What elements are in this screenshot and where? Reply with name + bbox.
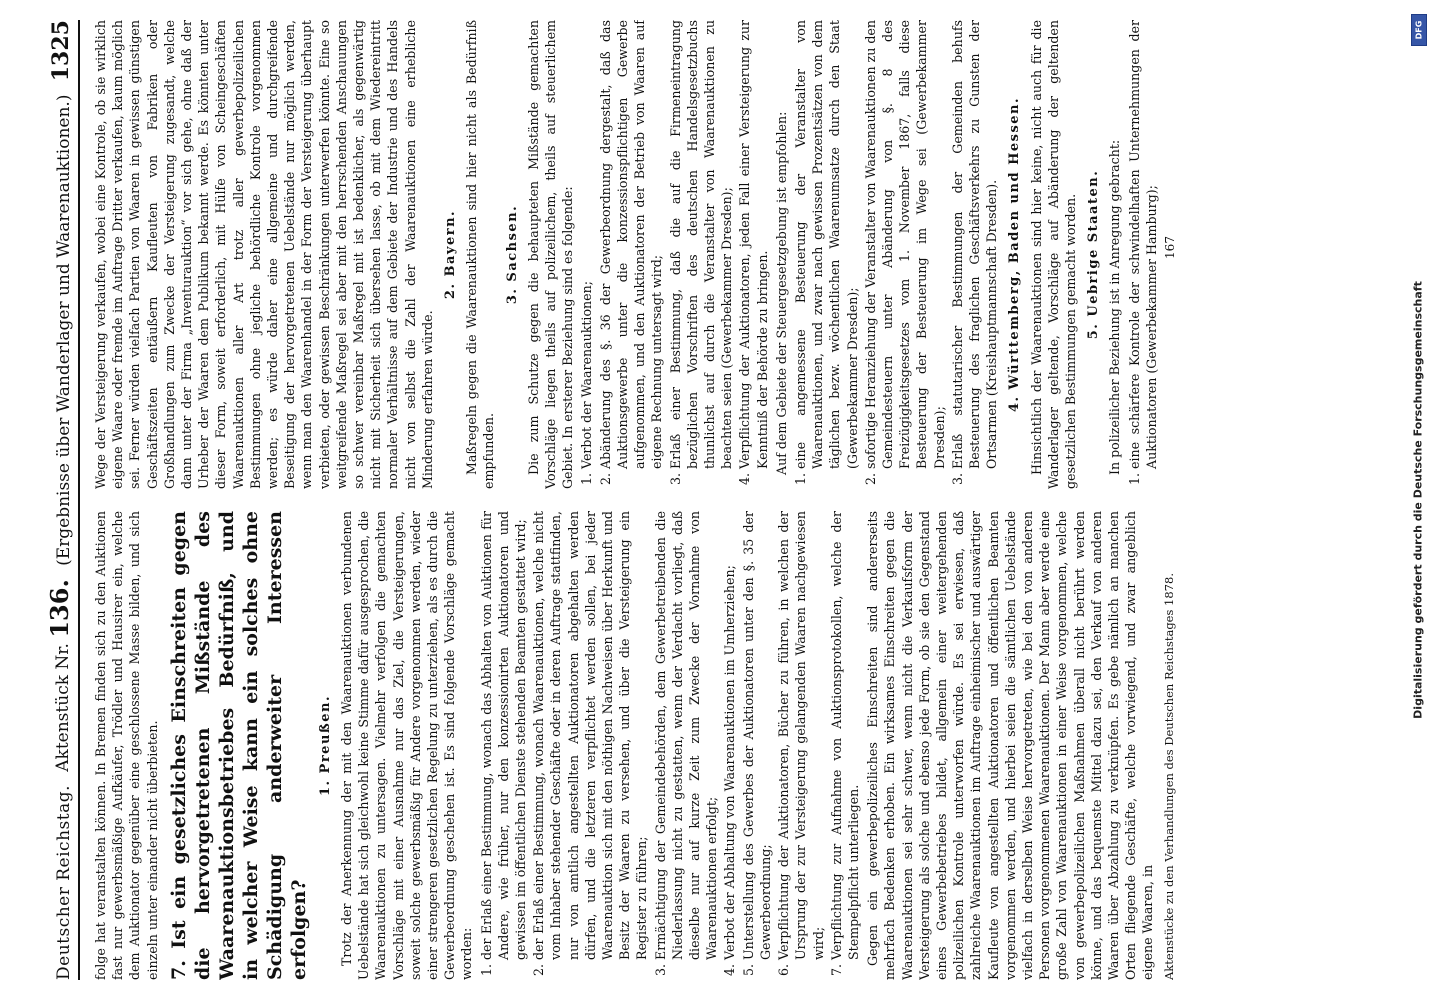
list-item: 4. Verbot der Abhaltung von Waarenauktionen im Umherziehen;	[721, 511, 738, 960]
list-item: 3. Ermächtigung der Gemeindebehörden, dem Gewerbetreibenden die Niederlassung nicht zu gestatten, wenn der Verdacht vorliegt, daß dieselbe nur auf kurze Zeit zum Zwecke der Vornahme von Waarenauktionen erfolgt;	[652, 511, 721, 960]
subheading-preussen: 1. Preußen.	[317, 694, 333, 797]
right-column	[92, 20, 1392, 489]
paragraph: Trotz der Anerkennung der mit den Waarenauktionen verbundenen Uebelstände hat sich gleichwohl keine Stimme dafür ausgesprochen, die Waarenauktionen zu untersagen. Vielmehr verfolgen die gemachten Vorschläge mit einer Ausnahme nur das Ziel, die Versteigerungen, soweit solche gewerbsmäßig für Andere vorgenommen werden, wieder einer strengeren gesetzlichen Regelung zu unterziehen, als es durch die Gewerbeordnung geschehen ist. Es sind folgende Vorschläge gemacht worden:	[339, 511, 475, 980]
paragraph: Maßregeln gegen die Waarenauktionen sind hier nicht als Bedürfniß empfunden.	[464, 20, 497, 489]
list-item: 2. der Erlaß einer Bestimmung, wonach Waarenauktionen, welche nicht vom Inhaber stehender Geschäfte oder in deren Auftrage stattfinden, nur von amtlich angestellten Auktionatoren abgehalten werden dürfen, und die letzteren verpflichtet werden sollen, bei jeder Waarenauktion sich mit den nöthigen Nachweisen über Herkunft und Besitz der Waaren zu versehen, und über die Versteigerung ein Register zu führen;	[530, 511, 650, 960]
list-item: 3. Erlaß statutarischer Bestimmungen der Gemeinden behufs Besteuerung des fraglichen Geschäftsverkehrs zu Gunsten der Ortsarmen (Kreishauptmannschaft Dresden).	[949, 20, 1001, 469]
intro-paragraph: folge hat veranstalten können. In Bremen finden sich zu den Auktionen fast nur gewerbsmäßige Aufkäufer, Trödler und Hausirer ein, welche dem Auktionator gegenüber eine geschlossene Masse bilden, und sich einzeln unter einander nicht überbieten.	[93, 511, 160, 980]
dfg-badge-label: DFG	[1414, 20, 1424, 40]
subheading-bayern: 2. Bayern.	[443, 209, 459, 300]
police-proposal-list	[1126, 20, 1160, 489]
page-number: 1325	[48, 20, 74, 82]
subheading-uebrige-staaten: 5. Uebrige Staaten.	[1086, 169, 1102, 340]
list-item: 2. Abänderung des §. 36 der Gewerbeordnung dergestalt, daß das Auktionsgewerbe unter die konzessionspflichtigen Gewerbe aufgenommen, und den Auktionatoren der Betrieb von Waaren auf eigene Rechnung untersagt wird;	[597, 20, 666, 469]
paragraph: Hinsichtlich der Waarenauktionen sind hier keine, nicht auch für die Wanderlager geltende, Vorschläge auf Abänderung der geltenden gesetzlichen Bestimmungen gemacht worden.	[1028, 20, 1078, 489]
header-number: 136.	[45, 579, 74, 638]
list-item: 1. eine angemessene Besteuerung der Veranstalter von Waarenauktionen, und zwar nach gewissen Prozentsätzen von dem täglichen bezw. wöchentlichen Waarenumsatze durch den Staat (Gewerbekammer Dresden);	[792, 20, 861, 469]
section-heading: 7. Ist ein gesetzliches Einschreiten gegen die hervorgetretenen Mißstände des Waarenauktionsbetriebes Bedürfniß, und in welcher Weise kann ein solches ohne Schädigung anderweiter Interessen erfolgen?	[167, 511, 310, 980]
paragraph: Wege der Versteigerung verkaufen, wobei eine Kontrole, ob sie wirklich eigene Waare oder fremde im Auftrage Dritter verkaufen, kaum möglich sei. Ferner würden vielfach Partien von Waaren in gewissen günstigen Geschäftszeiten entäußern Kaufleuten von Fabriken oder Großhandlungen zum Zwecke der Versteigerung zugesandt, welche dann unter der Firma „Inventurauktion“ vor sich gehe, ohne daß der Urheber der Waaren dem Publikum bekannt werde. Es könnten unter dieser Form, soweit erforderlich, mit Hülfe von Scheingeschäften Waarenauktionen aller Art trotz aller gewerbepolizeilichen Bestimmungen ohne jegliche behördliche Kontrole vorgenommen werden; es würde daher eine allgemeine und durchgreifende Beseitigung der hervorgetretenen Uebelstände nur möglich werden, wenn man den Waarenhandel in der Form der Versteigerung überhaupt verbieten, oder gewissen Beschränkungen unterwerfen könnte. Eine so weitgreifende Maßregel sei aber mit den herrschenden Anschauungen so schwer vereinbar Maßregel mit ist bedenklicher, als gegenwärtig nicht mit Sicherheit sich übersehen lasse, ob mit dem Wiedereintritt normaler Verhältnisse auf dem Gebiete der Industrie und des Handels nicht von selbst die Zahl der Waarenauktionen eine erhebliche Minderung erfahren würde.	[93, 20, 435, 489]
header-center-prefix: Aktenstück Nr.	[53, 643, 73, 772]
subheading-sachsen: 3. Sachsen.	[504, 204, 520, 305]
subheading-wuerttemberg: 4. Württemberg, Baden und Hessen.	[1007, 96, 1023, 413]
tax-proposal-list	[792, 20, 1000, 489]
list-item: 1. Verbot der Waarenauktionen;	[578, 20, 595, 469]
list-item: 1. eine schärfere Kontrole der schwindelhaften Unternehmungen der Auktionatoren (Gewerbekammer Hamburg);	[1126, 20, 1160, 469]
left-column	[92, 511, 1392, 980]
header-right: (Ergebnisse über Wanderlager und Waarenauktionen.)	[54, 94, 74, 566]
list-item: 2. sofortige Heranziehung der Veranstalter von Waarenauktionen zu den Gemeindesteuern unter Abänderung von §. 8 des Freizügigkeitsgesetzes vom 1. November 1867, falls diese Besteuerung der Besteuerung im Wege sei (Gewerbekammer Dresden);	[862, 20, 948, 469]
list-item: 1. der Erlaß einer Bestimmung, wonach das Abhalten von Auktionen für Andere, wie früher, nur den konzessionirten Auktionatoren und gewissen im öffentlichen Dienste stehenden Beamten gestattet wird;	[478, 511, 530, 960]
proposal-list	[478, 511, 862, 980]
page-header	[40, 20, 80, 980]
rotated-page	[40, 20, 1400, 980]
list-item: 7. Verpflichtung zur Aufnahme von Auktionsprotokollen, welche der Stempelpflicht unterliegen.	[828, 511, 862, 960]
proposal-list-sachsen	[578, 20, 770, 489]
paragraph: Gegen ein gewerbepolizeiliches Einschreiten sind andererseits mehrfach Bedenken erhoben. Ein wirksames Einschreiten gegen die Waarenauktionen sei sehr schwer, wenn nicht die Verkaufsform der Versteigerung als solche und ebenso jede Form, ob sie den Gegenstand eines Gewerbebetriebes bildet, allgemein einer weitergehenden polizeilichen Kontrole unterworfen würde. Es sei erwiesen, daß zahlreiche Waarenauktionen im Auftrage einheimischer und auswärtiger Kaufleute von angestellten Auktionatoren und öffentlichen Beamten vorgenommen werden, und hierbei seien die sämtlichen Uebelstände vielfach in derselben Weise hervorgetreten, wie bei den von anderen Personen vorgenommenen Waarenauktionen. Der Mann aber werde eine große Zahl von Waarenauktionen in einer Weise vorgenommen, welche von gewerbepolizeilichen Maßnahmen überall nicht berührt werden könne, und das bequemste Mittel dazu sei, den Verkauf von anderen Waaren über Abzahlung zu verknüpfen. Es gebe nämlich an manchen Orten fliegende Geschäfte, welche vorwiegend, und zwar angeblich eigene Waaren, in	[865, 511, 1156, 980]
digitization-note	[1405, 8, 1431, 992]
footer-note: Aktenstücke zu den Verhandlungen des Deutschen Reichstages 1878.	[1161, 573, 1176, 980]
list-item: 3. Erlaß einer Bestimmung, daß die auf die Firmeneintragung bezüglichen Vorschriften des deutschen Handelsgesetzbuchs thunlichst auf durch die Veranstalter von Waarenauktionen zu beachten seien (Gewerbekammer Dresden);	[667, 20, 736, 469]
list-item: 4. Verpflichtung der Auktionatoren, jeden Fall einer Versteigerung zur Kenntniß der Behörde zu bringen.	[736, 20, 770, 469]
paragraph: Auf dem Gebiete der Steuergesetzgebung ist empfohlen:	[773, 111, 789, 475]
header-left: Deutscher Reichstag.	[54, 785, 74, 980]
digitization-note-text: Digitalisierung gefördert durch die Deutsche Forschungsgemeinschaft	[1411, 281, 1425, 719]
paragraph: In polizeilicher Beziehung ist in Anregung gebracht:	[1107, 139, 1123, 475]
list-item: 5. Unterstellung des Gewerbes der Auktionatoren unter den §. 35 der Gewerbeordnung;	[740, 511, 774, 960]
dfg-badge	[1411, 14, 1427, 46]
signature-mark: 167	[1162, 236, 1177, 259]
list-item: 6. Verpflichtung der Auktionatoren, Bücher zu führen, in welchen der Ursprung der zur Versteigerung gelangenden Waaren nachgewiesen wird;	[775, 511, 827, 960]
header-center	[45, 579, 74, 772]
paragraph: Die zum Schutze gegen die behaupteten Mißstände gemachten Vorschläge liegen theils auf polizeilichem, theils auf steuerlichem Gebiet. In ersterer Beziehung sind es folgende:	[525, 20, 576, 489]
